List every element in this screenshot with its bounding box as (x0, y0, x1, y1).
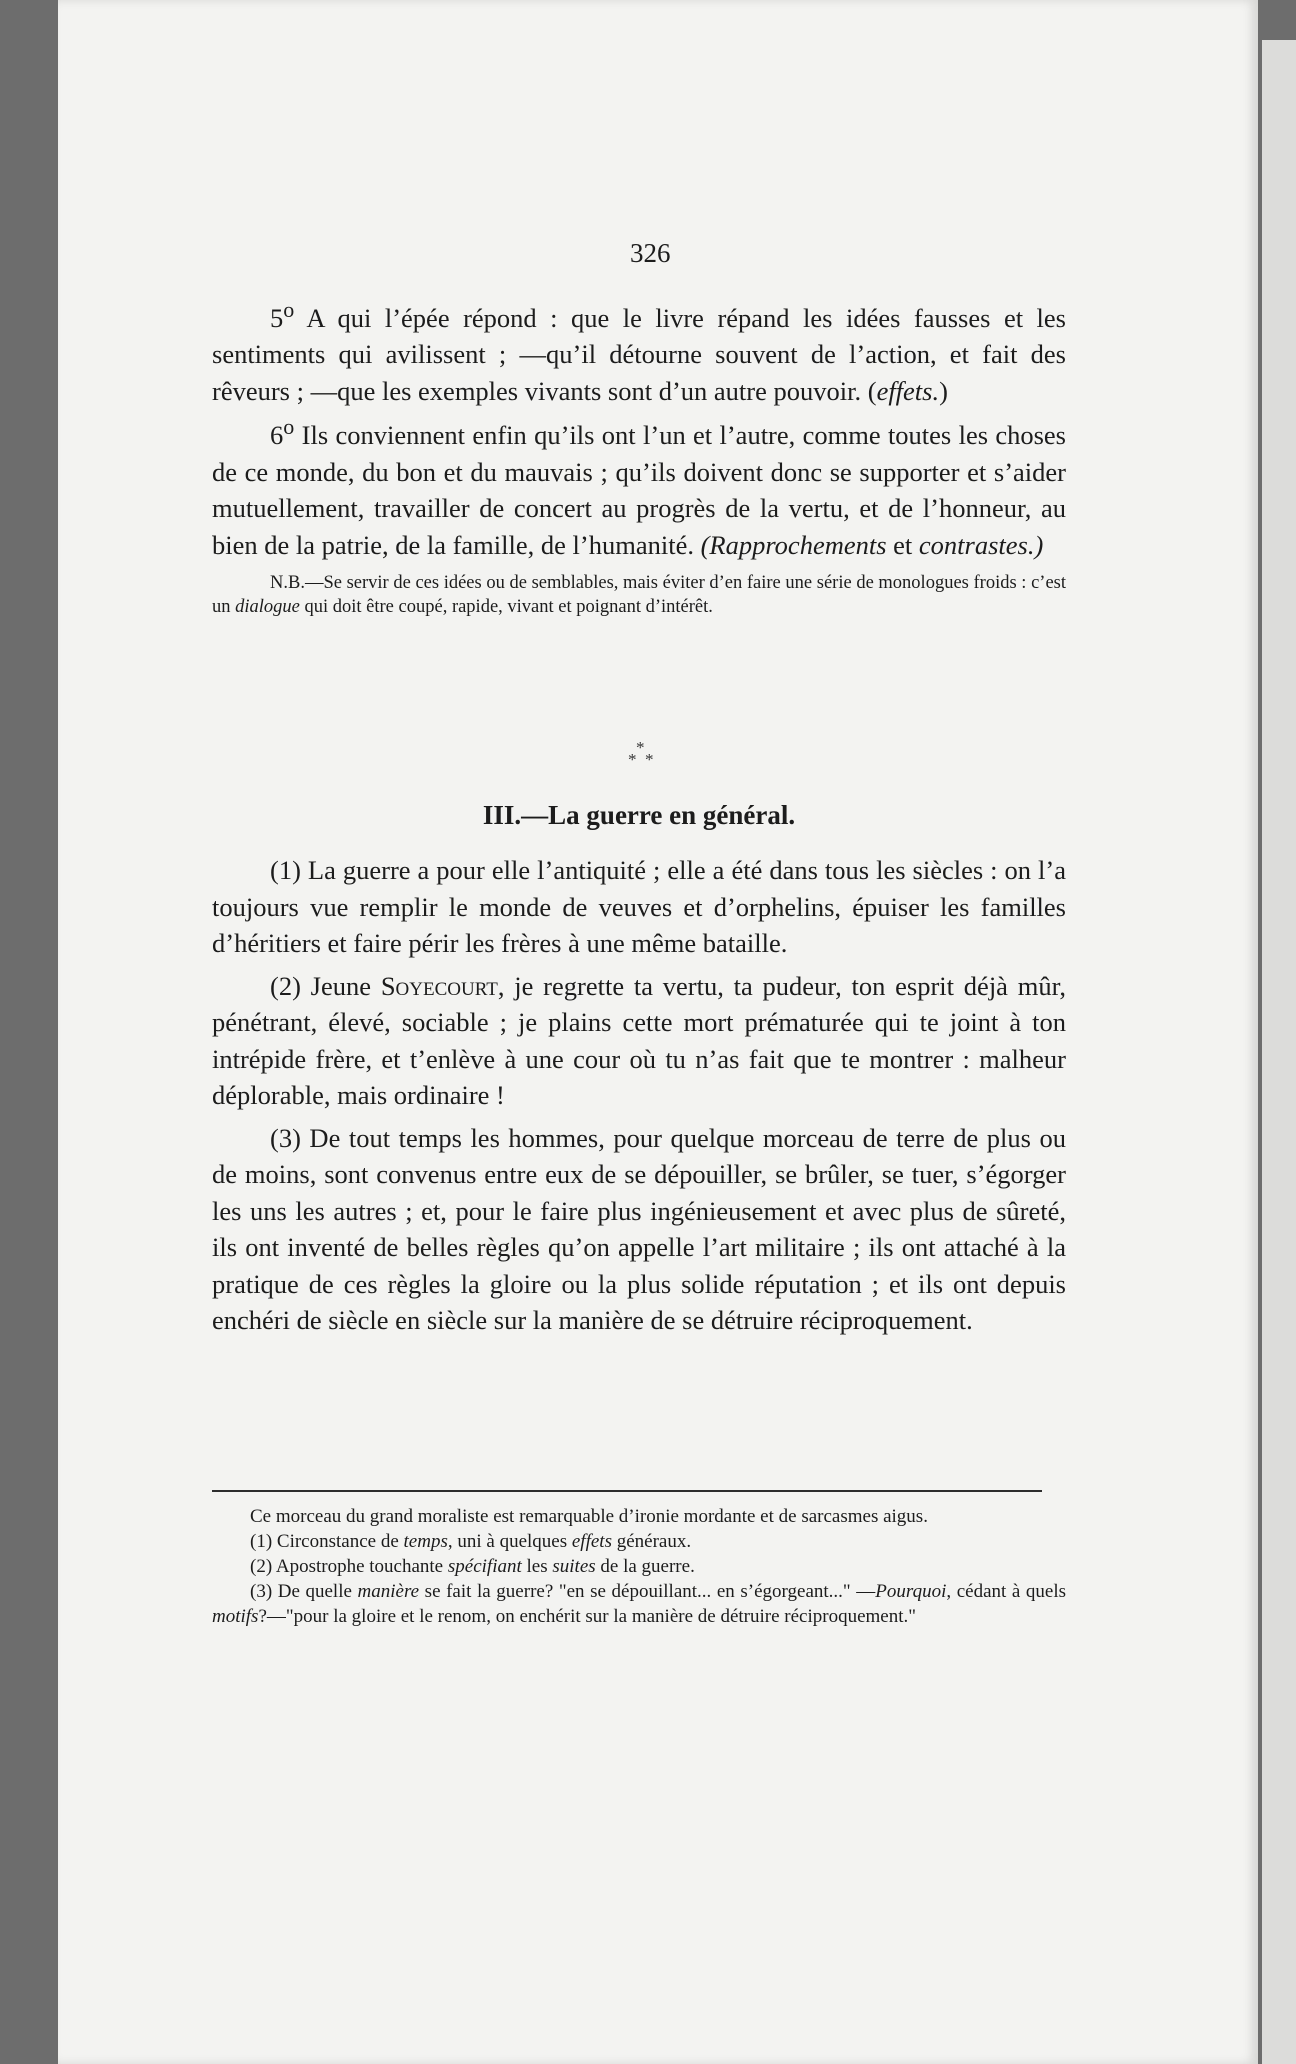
page-number: 326 (630, 238, 671, 268)
paragraph-6: 6$^o$ Ils conviennent enfin qu’ils ont l’un et l’autre, comme toutes les choses de ce monde, du bon et du mauvais ; qu’ils doivent donc se supporter et s’aider mutuellement, travailler de concert au progrès de la vertu, et de l’honneur, au bien de la patrie, de la famille, de l’humanité. (Rapprochements et contrastes.) (212, 414, 1066, 560)
footnote-3: (3) De quelle manière se fait la guerre? "en se dépouillant... en s’égorgeant..." —Pourquoi, cédant à quels motifs?—"pour la gloire et le renom, on enchérit sur la manière de détruire réciproquement." (212, 1581, 1067, 1627)
footnote-rule (212, 1490, 1042, 1492)
main-paragraphs (212, 852, 1066, 1339)
footnote-intro: Ce morceau du grand moraliste est remarquable d’ironie mordante et de sarcasmes aigus. (250, 1506, 928, 1527)
footnote-1: (1) Circonstance de temps, uni à quelques effets généraux. (250, 1531, 692, 1552)
section-separator-stars: * * * (628, 738, 654, 769)
paragraph-3: (3) De tout temps les hommes, pour quelque morceau de terre de plus ou de moins, sont convenus entre eux de se dépouiller, se brûler, se tuer, s’égorger les uns les autres ; et, pour le faire plus ingénieusement et avec plus de sûreté, ils ont inventé de belles règles qu’on appelle l’art militaire ; ils ont attaché à la pratique de ces règles la gloire ou la plus solide réputation ; et ils ont depuis enchéri de siècle en siècle sur la manière de se détruire réciproquement. (212, 1122, 1066, 1335)
section-heading: III.—La guerre en général. (482, 800, 796, 830)
nota-bene: N.B.—Se servir de ces idées ou de semblables, mais éviter d’en faire une série de monologues froids : c’est un dialogue qui doit être coupé, rapide, vivant et poignant d’intérêt. (212, 573, 1066, 618)
paragraph-5: 5$^o$ A qui l’épée répond : que le livre répand les idées fausses et les sentiments qui avilissent ; —qu’il détourne souvent de l’action, et fait des rêveurs ; —que les exemples vivants sont d’un autre pouvoir. (effets.) (212, 297, 1066, 406)
paragraph-1: (1) La guerre a pour elle l’antiquité ; elle a été dans tous les siècles : on l’a toujours vue remplir le monde de veuves et d’orphelins, épuiser les familles d’héritiers et faire périr les frères à une même bataille. (212, 855, 1066, 958)
footnotes (212, 1504, 1066, 1629)
top-paragraphs (212, 292, 1066, 619)
adjacent-page-edge (1262, 40, 1296, 2064)
paragraph-2: (2) Jeune Soyecourt, je regrette ta vertu, ta pudeur, ton esprit déjà mûr, pénétrant, élevé, sociable ; je plains cette mort prématurée qui te joint à ton intrépide frère, et t’enlève à une cour où tu n’as fait que te montrer : malheur déplorable, mais ordinaire ! (212, 970, 1066, 1110)
footnote-2: (2) Apostrophe touchante spécifiant les suites de la guerre. (250, 1556, 695, 1577)
